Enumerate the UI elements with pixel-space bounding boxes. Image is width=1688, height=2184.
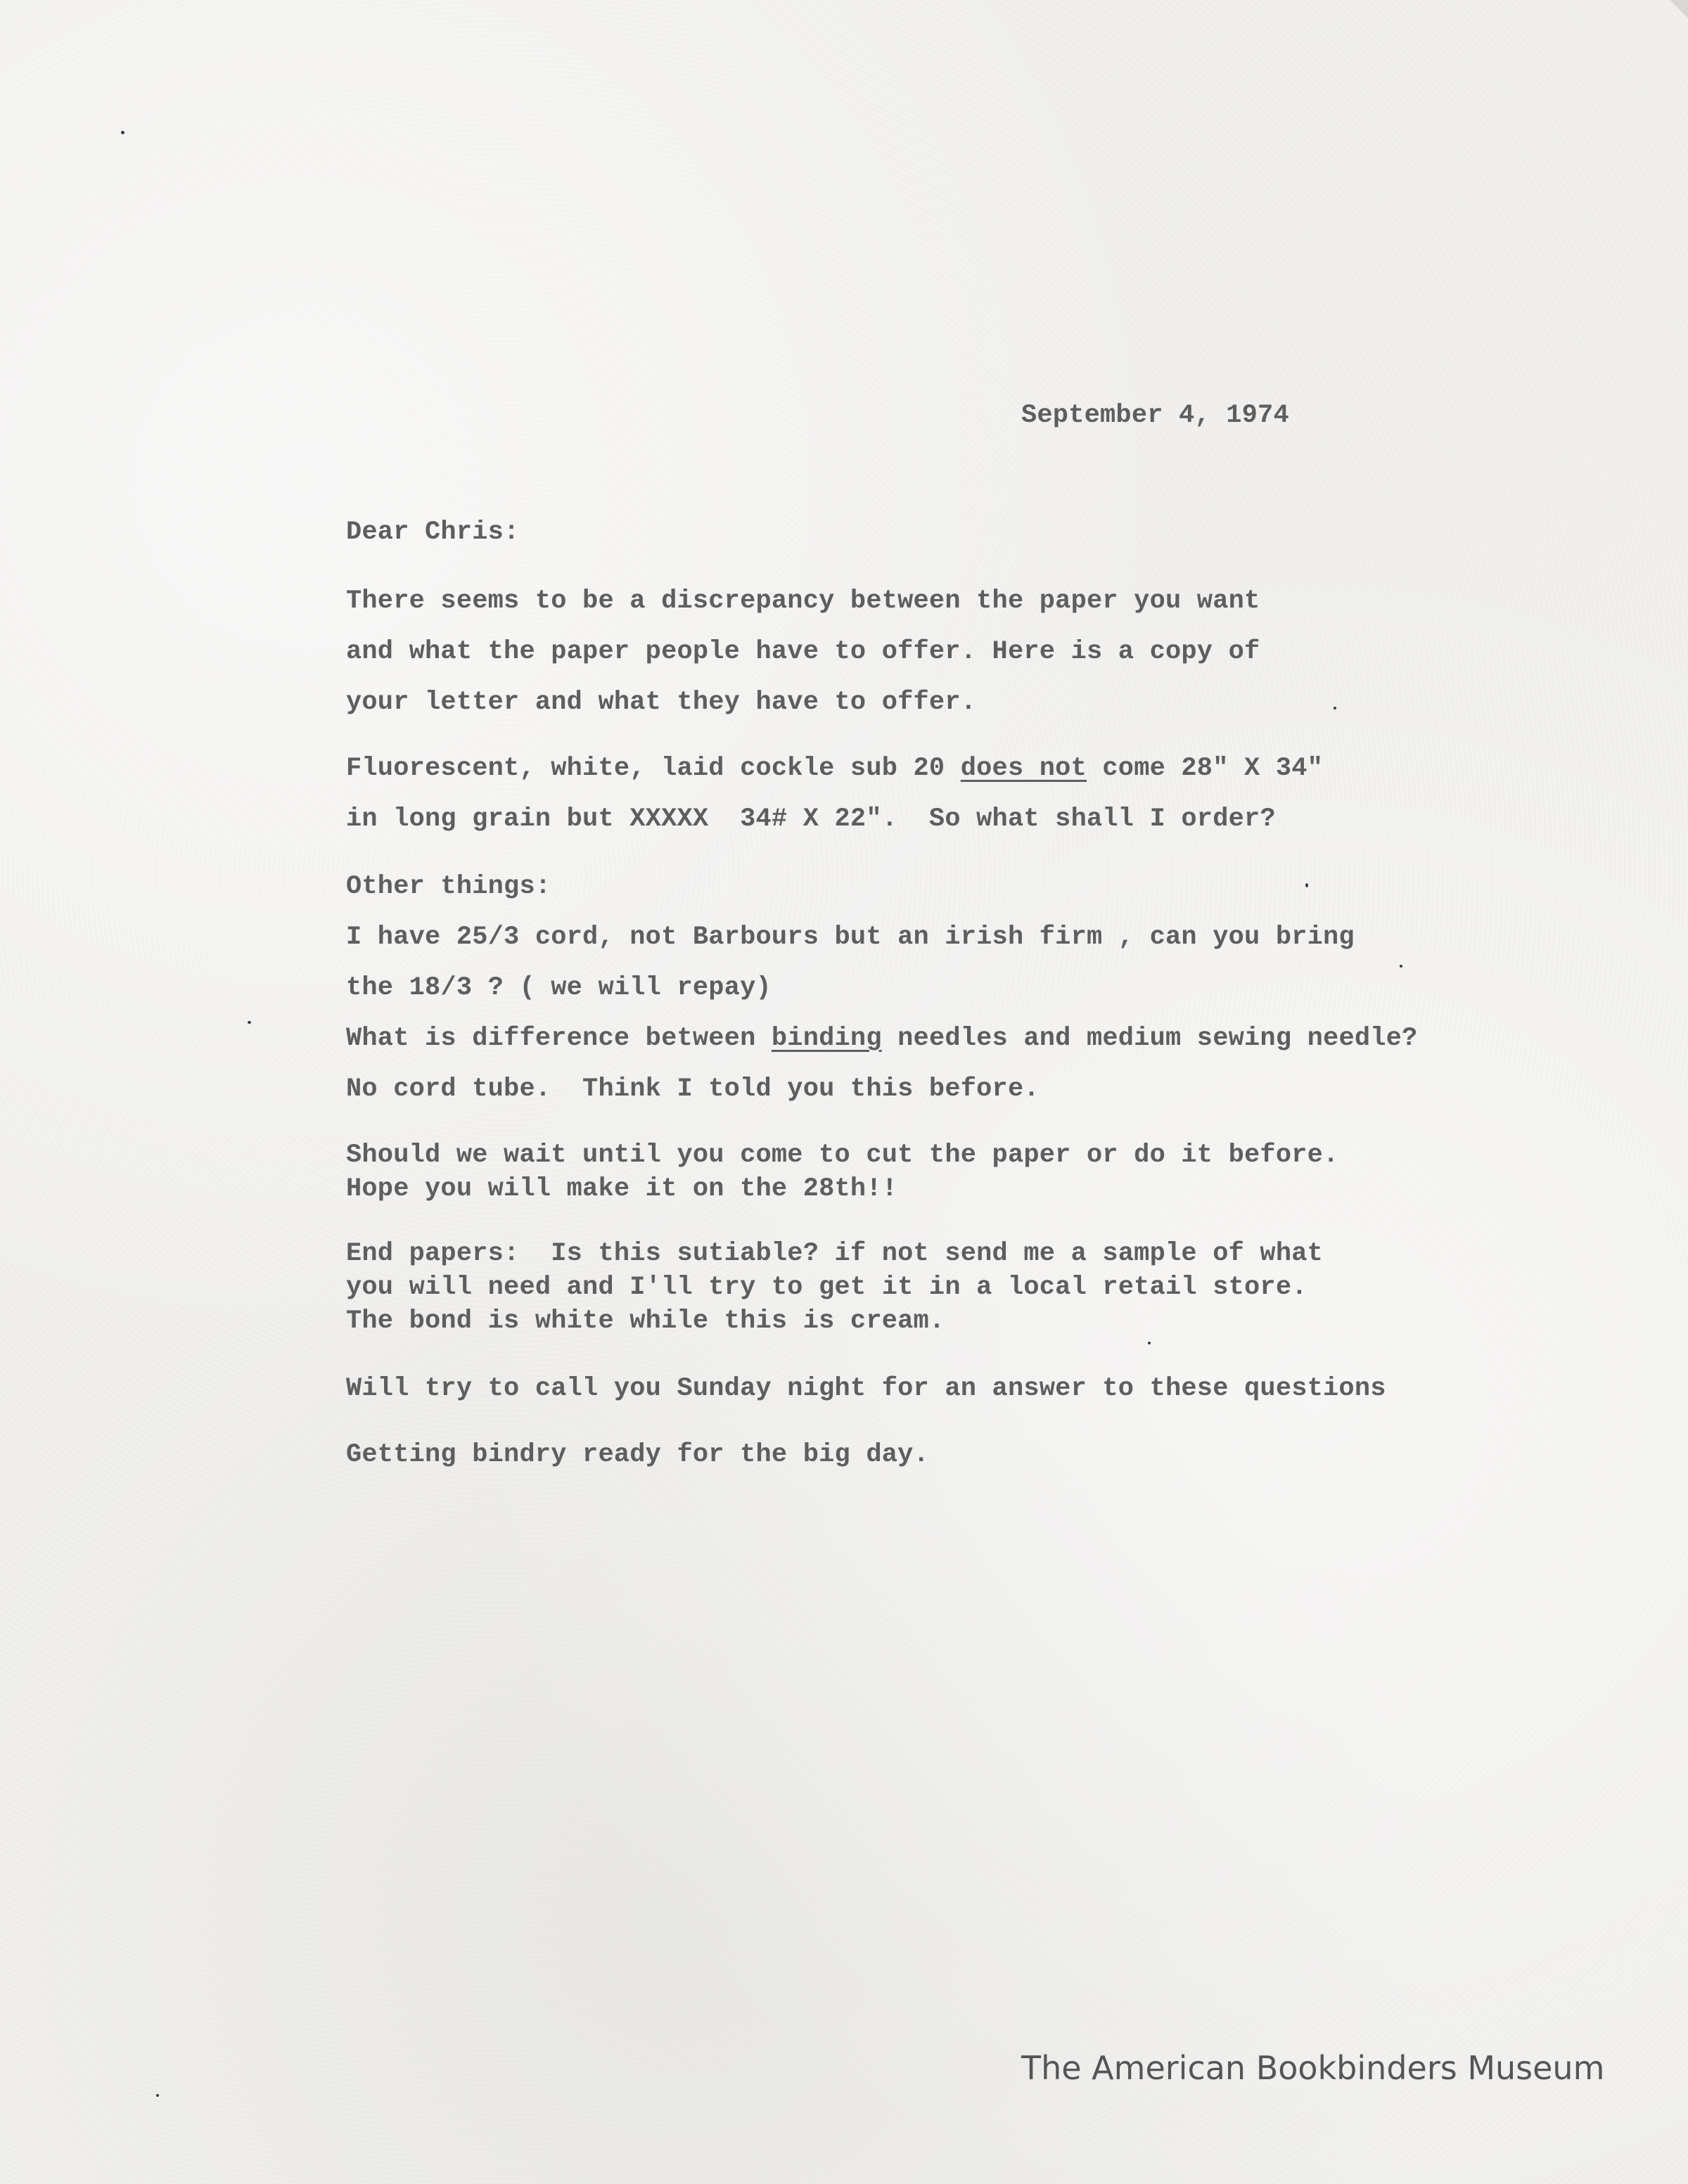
paper-speck [121, 131, 124, 134]
paper-speck [156, 2094, 159, 2097]
other-things-heading: Other things: [346, 872, 551, 901]
paragraph-2-line-1 [346, 754, 1323, 783]
underlined-does-not: does not [960, 754, 1087, 783]
paragraph-7: Getting bindry ready for the big day. [346, 1440, 929, 1470]
paragraph-3-line-4: No cord tube. Think I told you this before. [346, 1074, 1040, 1104]
paragraph-4-line-2: Hope you will make it on the 28th!! [346, 1174, 898, 1204]
paragraph-2-line-2: in long grain but XXXXX 34# X 22". So what shall I order? [346, 804, 1276, 834]
paragraph-6: Will try to call you Sunday night for an answer to these questions [346, 1374, 1386, 1403]
paragraph-5-line-3: The bond is white while this is cream. [346, 1306, 945, 1336]
salutation: Dear Chris: [346, 518, 520, 547]
paper-speck [1305, 883, 1308, 887]
paragraph-3-line-2: the 18/3 ? ( we will repay) [346, 973, 772, 1003]
underlined-binding: binding [771, 1024, 882, 1053]
paper-speck [1334, 707, 1336, 709]
paragraph-3-line-3-end: needles and medium sewing needle? [881, 1024, 1418, 1053]
letter-date: September 4, 1974 [1021, 401, 1289, 430]
paragraph-3-line-1: I have 25/3 cord, not Barbours but an irish firm , can you bring [346, 923, 1355, 952]
paper-speck [1400, 965, 1402, 968]
paper-speck [1148, 1342, 1151, 1344]
page-corner [1670, 0, 1688, 18]
paragraph-5-line-1: End papers: Is this sutiable? if not send me a sample of what [346, 1239, 1324, 1268]
paragraph-5-line-2: you will need and I'll try to get it in a local retail store. [346, 1273, 1307, 1302]
paper-speck [248, 1021, 251, 1024]
paragraph-4-line-1: Should we wait until you come to cut the paper or do it before. [346, 1141, 1339, 1170]
paragraph-1-line-1: There seems to be a discrepancy between the paper you want [346, 586, 1260, 616]
paragraph-1-line-3: your letter and what they have to offer. [346, 688, 977, 717]
paragraph-3-line-3 [346, 1024, 1417, 1053]
paragraph-3-line-3-start: What is difference between [346, 1024, 772, 1053]
paragraph-2-line-1-start: Fluorescent, white, laid cockle sub 20 [346, 754, 961, 783]
paragraph-1-line-2: and what the paper people have to offer. Here is a copy of [346, 637, 1260, 667]
museum-watermark: The American Bookbinders Museum [1021, 2049, 1605, 2087]
paragraph-2-line-1-end: come 28" X 34" [1086, 754, 1324, 783]
